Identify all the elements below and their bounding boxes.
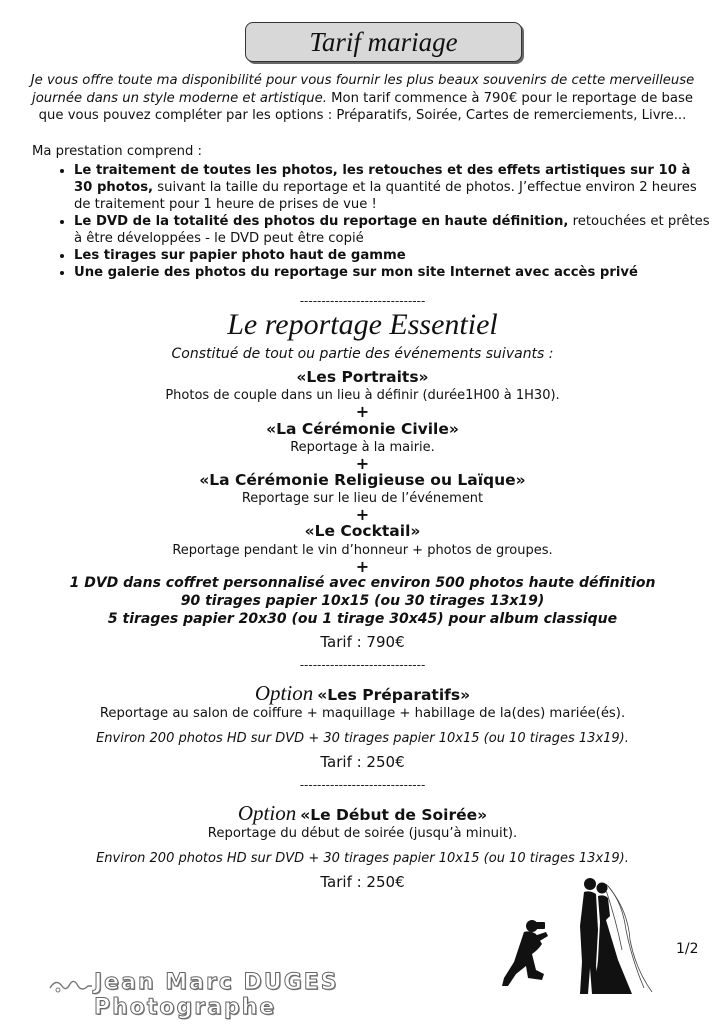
list-item [74,264,712,281]
footer-signature-text: Jean Marc DUGES Photographe [94,970,339,1020]
option-tarif: Tarif : 250€ [320,873,405,891]
plus-sign: + [355,505,370,524]
prestation-list [32,162,712,281]
event-desc: Reportage pendant le vin d’honneur + photos de groupes. [172,543,553,558]
list-item-bold: Le traitement de toutes les photos, les retouches et des effets artistiques sur 10 à 30 photos, [74,163,691,195]
prestation-section [32,143,712,281]
list-item-bold: Les tirages sur papier photo haut de gamme [74,248,406,263]
event-name: «La Cérémonie Civile» [266,420,459,438]
intro-italic: Je vous offre toute ma disponibilité pour vous fournir les plus beaux souvenirs de cette merveilleuse journée dans un style moderne et artistique. [30,73,695,106]
event-name: «La Cérémonie Religieuse ou Laïque» [199,471,526,489]
page-title-box [245,22,522,62]
flourish-ornament-icon [48,976,94,996]
list-item [74,247,712,264]
separator: ----------------------------- [299,658,426,672]
option-title [0,681,725,706]
footer-signature [48,968,498,1020]
separator: ----------------------------- [299,294,426,308]
option-desc: Reportage du début de soirée (jusqu’à minuit). [207,826,518,841]
separator: ----------------------------- [299,778,426,792]
option-name: «Les Préparatifs» [317,686,471,704]
essentiel-tarif: Tarif : 790€ [320,633,405,651]
event-desc: Reportage à la mairie. [290,440,435,455]
option-desc: Reportage au salon de coiffure + maquillage + habillage de la(des) mariée(és). [99,706,626,721]
event-name: «Les Portraits» [296,368,429,386]
page-title: Tarif mariage [309,26,458,57]
essentiel-title: Le reportage Essentiel [227,308,498,341]
plus-sign: + [355,454,370,473]
prestation-heading: Ma prestation comprend : [32,144,202,159]
event-name: «Le Cocktail» [304,522,421,540]
option-name: «Le Début de Soirée» [300,806,488,824]
list-item [74,162,712,213]
essentiel-subtitle: Constitué de tout ou partie des événements suivants : [171,346,554,362]
option-prefix: Option [237,801,297,825]
page-number: 1/2 [676,941,699,957]
option-prefix: Option [254,681,314,705]
plus-sign: + [355,402,370,421]
list-item-bold: Le DVD de la totalité des photos du reportage en haute définition, [74,214,569,229]
option-detail: Environ 200 photos HD sur DVD + 30 tirages papier 10x15 (ou 10 tirages 13x19). [96,731,629,746]
list-item [74,213,712,247]
event-desc: Reportage sur le lieu de l’événement [241,491,484,506]
option-tarif: Tarif : 250€ [320,753,405,771]
photographer-couple-silhouette-icon [498,870,660,998]
include-line: 5 tirages papier 20x30 (ou 1 tirage 30x45) pour album classique [107,611,618,627]
include-line: 90 tirages papier 10x15 (ou 30 tirages 13x19) [180,593,545,609]
option-title [0,801,725,826]
event-desc: Photos de couple dans un lieu à définir (durée1H00 à 1H30). [165,388,560,403]
option-detail: Environ 200 photos HD sur DVD + 30 tirages papier 10x15 (ou 10 tirages 13x19). [96,851,629,866]
list-item-text: retouchées et prêtes à être développées - le DVD peut être copié [74,214,710,246]
list-item-text: suivant la taille du reportage et la quantité de photos. J’effectue environ 2 heures de traitement pour 1 heure de prises de vue ! [74,180,697,212]
intro-normal: Mon tarif commence à 790€ pour le reportage de base que vous pouvez compléter par les options : Préparatifs, Soirée, Cartes de remerciements, Livre... [38,90,693,123]
list-item-bold: Une galerie des photos du reportage sur mon site Internet avec accès privé [74,265,638,280]
plus-sign: + [355,557,370,576]
intro-paragraph [20,72,705,125]
include-line: 1 DVD dans coffret personnalisé avec environ 500 photos haute définition [69,575,656,591]
